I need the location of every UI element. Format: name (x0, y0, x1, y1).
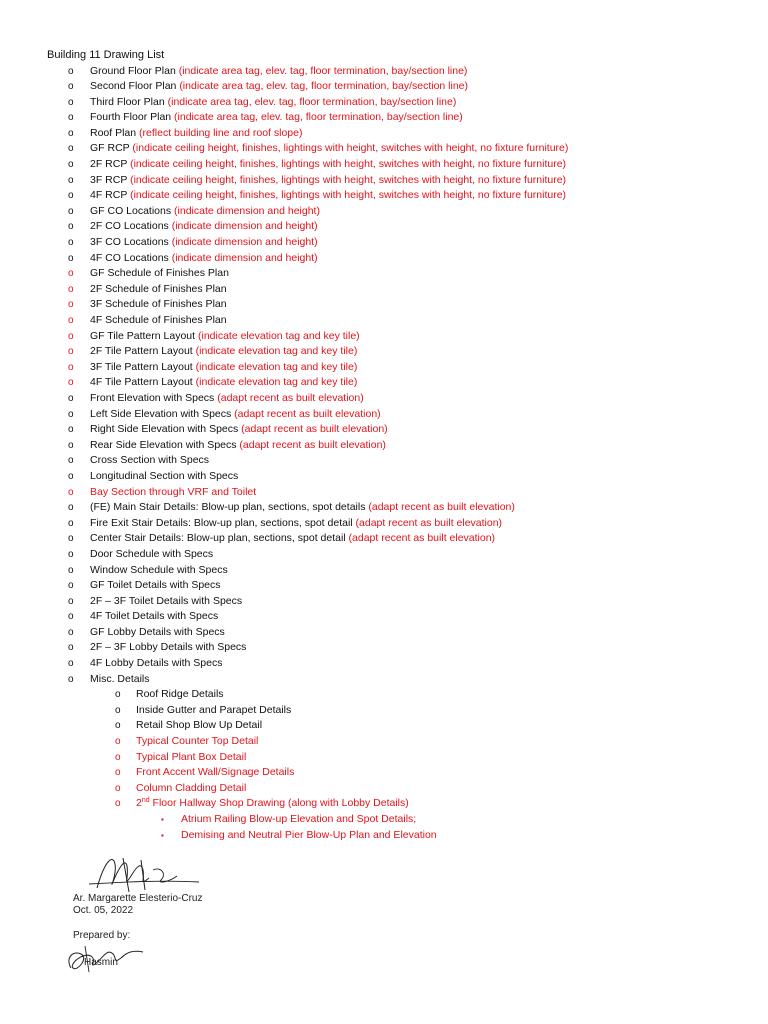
bullet-marker: o (68, 580, 74, 592)
list-item-text (90, 282, 227, 298)
list-item (0, 485, 768, 501)
bullet-marker: o (68, 611, 74, 623)
item-note: (indicate elevation tag and key tile) (195, 345, 358, 358)
item-label: 2F Tile Pattern Layout (90, 345, 193, 358)
misc-list-item (0, 734, 768, 750)
list-item (0, 516, 768, 532)
bullet-marker: o (68, 315, 74, 326)
list-item-text (90, 219, 318, 235)
item-label: Third Floor Plan (90, 95, 165, 108)
list-item (0, 672, 768, 688)
bullet-marker: o (68, 127, 74, 139)
item-label: Ground Floor Plan (90, 64, 176, 77)
list-item (0, 438, 768, 454)
bullet-marker: o (68, 159, 74, 171)
list-item (0, 282, 768, 298)
item-note: (reflect building line and roof slope) (139, 126, 303, 139)
list-item-text (90, 422, 388, 438)
item-note: (adapt recent as built elevation) (368, 501, 515, 514)
bullet-marker: o (68, 673, 74, 685)
preparer-name: Hasmin (84, 957, 118, 968)
item-note: (adapt recent as built elevation) (234, 407, 381, 420)
prepared-by-label: Prepared by: (73, 930, 131, 941)
item-note: (indicate dimension and height) (174, 204, 320, 217)
item-note: (indicate area tag, elev. tag, floor termination, bay/section line) (179, 80, 469, 93)
sub-item-text: Demising and Neutral Pier Blow-Up Plan and Elevation (181, 828, 437, 841)
list-item-text (90, 547, 213, 563)
sub-list-item (0, 828, 768, 844)
item-label: Left Side Elevation with Specs (90, 407, 232, 420)
list-item-text (90, 126, 302, 142)
bullet-marker: o (68, 237, 74, 249)
list-item (0, 313, 768, 329)
item-label: Fire Exit Stair Details: Blow-up plan, sections, spot detail (90, 516, 353, 529)
list-item (0, 453, 768, 469)
list-item-text (90, 251, 318, 267)
list-item-text (90, 469, 238, 485)
list-item-text (90, 204, 320, 220)
item-label: 3F RCP (90, 173, 128, 186)
misc-item-text: Inside Gutter and Parapet Details (136, 703, 292, 716)
item-note: (indicate ceiling height, finishes, lightings with height, switches with height, no fixture furniture) (132, 142, 569, 155)
list-item-text (90, 360, 357, 376)
item-label: Longitudinal Section with Specs (90, 469, 239, 482)
misc-item-text: Column Cladding Detail (136, 781, 247, 794)
signature-date: Oct. 05, 2022 (73, 905, 134, 916)
item-label: 4F CO Locations (90, 251, 169, 264)
item-label: Rear Side Elevation with Specs (90, 438, 237, 451)
list-item (0, 594, 768, 610)
drawing-list (0, 64, 768, 844)
item-label: Fourth Floor Plan (90, 111, 172, 124)
list-item (0, 469, 768, 485)
item-note: (indicate area tag, elev. tag, floor termination, bay/section line) (178, 64, 468, 77)
document-title: Building 11 Drawing List (47, 49, 165, 61)
list-item (0, 251, 768, 267)
square-bullet-marker: ▪ (161, 815, 164, 824)
list-item (0, 79, 768, 95)
hallway-item-text (136, 796, 409, 812)
item-label: 2F CO Locations (90, 220, 169, 233)
list-item-text (90, 531, 495, 547)
item-label: GF Schedule of Finishes Plan (90, 267, 229, 280)
item-label: 2F RCP (90, 158, 128, 171)
bullet-marker: o (68, 424, 74, 436)
item-note: (indicate area tag, elev. tag, floor termination, bay/section line) (174, 111, 463, 124)
list-item (0, 188, 768, 204)
bullet-marker: o (68, 252, 74, 264)
list-item-text (90, 79, 468, 95)
sub-item-text: Atrium Railing Blow-up Elevation and Spot Details; (181, 813, 417, 825)
bullet-marker: o (115, 736, 121, 748)
bullet-marker: o (68, 330, 74, 342)
list-item (0, 95, 768, 111)
bullet-marker: o (68, 143, 74, 155)
item-label: Bay Section through VRF and Toilet (90, 485, 257, 498)
list-item (0, 141, 768, 157)
sub-list-item (0, 812, 768, 828)
bullet-marker: o (68, 221, 74, 233)
list-item-text (90, 594, 242, 610)
list-item-text (90, 64, 467, 80)
list-item-text (90, 656, 222, 672)
bullet-marker: o (68, 564, 74, 576)
list-item-text (90, 500, 515, 516)
list-item (0, 360, 768, 376)
item-label: Second Floor Plan (90, 80, 177, 93)
list-item (0, 625, 768, 641)
list-item (0, 344, 768, 360)
item-note: (indicate area tag, elev. tag, floor termination, bay/section line) (167, 95, 457, 108)
list-item (0, 266, 768, 282)
misc-item-text: Typical Plant Box Detail (136, 750, 247, 763)
item-note: (indicate elevation tag and key tile) (197, 329, 360, 342)
bullet-marker: o (68, 439, 74, 451)
list-item (0, 110, 768, 126)
signature-block (73, 852, 333, 1022)
bullet-marker: o (68, 377, 74, 389)
list-item (0, 547, 768, 563)
signature-graphic (83, 852, 203, 896)
bullet-marker: o (68, 81, 74, 93)
list-item-text (90, 188, 566, 204)
bullet-marker: o (68, 517, 74, 529)
item-label: Misc. Details (90, 672, 150, 685)
bullet-marker: o (68, 470, 74, 482)
item-note: (adapt recent as built elevation) (348, 532, 496, 545)
list-item-text (90, 266, 229, 282)
item-note: (indicate dimension and height) (171, 251, 318, 264)
item-label: 4F Schedule of Finishes Plan (90, 314, 227, 326)
item-label: GF Toilet Details with Specs (90, 579, 221, 592)
bullet-marker: o (115, 751, 121, 763)
item-label: Door Schedule with Specs (90, 547, 214, 560)
item-note: (indicate dimension and height) (171, 236, 318, 249)
list-item (0, 578, 768, 594)
list-item (0, 609, 768, 625)
list-item (0, 173, 768, 189)
signatory-name: Ar. Margarette Elesterio-Cruz (73, 893, 203, 904)
list-item-text (90, 157, 566, 173)
bullet-marker: o (68, 658, 74, 670)
hallway-label: Floor Hallway Shop Drawing (along with Lobby Details) (149, 797, 409, 810)
list-item (0, 235, 768, 251)
list-item-text (90, 141, 568, 157)
item-label: GF Lobby Details with Specs (90, 625, 225, 638)
bullet-marker: o (68, 548, 74, 560)
list-item-text (90, 344, 357, 360)
misc-item-text: Retail Shop Blow Up Detail (136, 719, 263, 732)
list-item-text (90, 235, 318, 251)
misc-list-item (0, 765, 768, 781)
bullet-marker: o (68, 595, 74, 607)
bullet-marker: o (68, 205, 74, 217)
hallway-superscript: nd (141, 797, 150, 805)
item-label: 2F – 3F Toilet Details with Specs (90, 594, 243, 607)
hallway-prefix: 2 (136, 797, 142, 810)
item-note: (indicate dimension and height) (171, 220, 318, 233)
list-item (0, 64, 768, 80)
bullet-marker: o (115, 689, 121, 701)
list-item-text (90, 173, 566, 189)
item-label: Roof Plan (90, 126, 137, 139)
bullet-marker: o (115, 720, 121, 732)
misc-list-item (0, 781, 768, 797)
bullet-marker: o (68, 65, 74, 77)
list-item (0, 656, 768, 672)
item-note: (adapt recent as built elevation) (217, 391, 364, 404)
list-item (0, 563, 768, 579)
item-label: Window Schedule with Specs (90, 563, 228, 576)
list-item-text (90, 672, 150, 688)
item-label: Center Stair Details: Blow-up plan, sections, spot detail (90, 532, 346, 545)
list-item (0, 407, 768, 423)
item-note: (indicate elevation tag and key tile) (195, 360, 358, 373)
list-item (0, 126, 768, 142)
item-label: GF RCP (90, 142, 130, 155)
list-item-text (90, 95, 456, 111)
bullet-marker: o (68, 533, 74, 545)
list-item (0, 375, 768, 391)
bullet-marker: o (115, 704, 121, 716)
item-note: (adapt recent as built elevation) (239, 438, 386, 451)
item-note: (indicate ceiling height, finishes, lightings with height, switches with height, no fixture furniture) (130, 158, 567, 171)
list-item-text (90, 516, 502, 532)
bullet-marker: o (115, 782, 121, 794)
list-item (0, 329, 768, 345)
list-item (0, 391, 768, 407)
list-item-text (90, 375, 357, 391)
bullet-marker: o (68, 626, 74, 638)
list-item (0, 531, 768, 547)
item-label: GF Tile Pattern Layout (90, 329, 196, 342)
list-item-text (90, 391, 364, 407)
list-item-text (90, 407, 381, 423)
bullet-marker: o (68, 642, 74, 654)
bullet-marker: o (68, 299, 74, 311)
list-item-text (90, 110, 463, 126)
bullet-marker: o (68, 112, 74, 124)
list-item (0, 422, 768, 438)
item-label: 2F Schedule of Finishes Plan (90, 282, 227, 295)
list-item (0, 219, 768, 235)
item-note: (indicate ceiling height, finishes, lightings with height, switches with height, no fixture furniture) (130, 189, 567, 202)
item-note: (indicate elevation tag and key tile) (195, 376, 358, 389)
bullet-marker: o (68, 346, 74, 358)
list-item (0, 204, 768, 220)
item-label: 3F Schedule of Finishes Plan (90, 298, 227, 311)
list-item-text (90, 485, 256, 501)
bullet-marker: o (68, 268, 74, 280)
item-label: 4F Tile Pattern Layout (90, 376, 193, 389)
bullet-marker: o (68, 174, 74, 186)
list-item-text (90, 313, 227, 329)
list-item-text (90, 453, 209, 469)
item-label: 4F Toilet Details with Specs (90, 610, 219, 623)
bullet-marker: o (68, 361, 74, 373)
list-item-text (90, 297, 227, 313)
misc-list-item (0, 718, 768, 734)
list-item (0, 500, 768, 516)
square-bullet-marker: ▪ (161, 830, 164, 840)
bullet-marker: o (115, 767, 121, 779)
list-item (0, 157, 768, 173)
item-label: Front Elevation with Specs (90, 391, 215, 404)
item-label: 3F Tile Pattern Layout (90, 360, 193, 373)
bullet-marker: o (115, 798, 121, 810)
list-item-text (90, 329, 360, 345)
list-item-text (90, 640, 246, 656)
bullet-marker: o (68, 392, 74, 404)
item-label: 2F – 3F Lobby Details with Specs (90, 641, 247, 654)
bullet-marker: o (68, 408, 74, 420)
item-note: (indicate ceiling height, finishes, lightings with height, switches with height, no fixture furniture) (130, 173, 567, 186)
item-label: Cross Section with Specs (90, 454, 210, 467)
misc-list-item (0, 703, 768, 719)
item-label: (FE) Main Stair Details: Blow-up plan, sections, spot details (90, 501, 366, 514)
bullet-marker: o (68, 486, 74, 498)
misc-item-text: Roof Ridge Details (136, 688, 224, 701)
bullet-marker: o (68, 96, 74, 108)
item-note: (adapt recent as built elevation) (355, 516, 503, 529)
item-note: (adapt recent as built elevation) (241, 423, 388, 436)
list-item-text (90, 438, 386, 454)
list-item-text (90, 578, 221, 594)
item-label: GF CO Locations (90, 204, 172, 217)
item-label: 3F CO Locations (90, 236, 169, 249)
list-item (0, 297, 768, 313)
list-item (0, 640, 768, 656)
list-item-text (90, 563, 228, 579)
misc-list-item (0, 750, 768, 766)
item-label: 4F RCP (90, 189, 128, 202)
item-label: Right Side Elevation with Specs (90, 423, 239, 436)
item-label: 4F Lobby Details with Specs (90, 657, 223, 670)
bullet-marker: o (68, 190, 74, 202)
list-item-text (90, 625, 225, 641)
misc-item-text: Typical Counter Top Detail (136, 735, 259, 748)
misc-list-item (0, 796, 768, 812)
list-item-text (90, 609, 218, 625)
misc-list-item (0, 687, 768, 703)
bullet-marker: o (68, 455, 74, 467)
bullet-marker: o (68, 283, 74, 295)
bullet-marker: o (68, 502, 74, 514)
misc-item-text: Front Accent Wall/Signage Details (136, 766, 295, 779)
